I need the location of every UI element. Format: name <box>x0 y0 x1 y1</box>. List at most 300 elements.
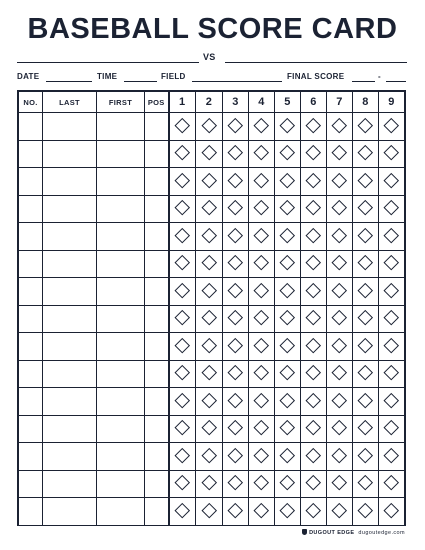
inning-cell[interactable] <box>327 360 353 388</box>
inning-cell[interactable] <box>327 195 353 223</box>
inning-cell[interactable] <box>196 498 223 526</box>
last-name-cell[interactable] <box>43 388 97 416</box>
inning-cell[interactable] <box>275 333 301 361</box>
diamond-icon <box>175 118 190 133</box>
inning-cell[interactable] <box>249 415 275 443</box>
final-score-label: FINAL SCORE <box>287 72 345 81</box>
away-score-line[interactable] <box>386 81 406 82</box>
inning-cell[interactable] <box>379 443 405 471</box>
inning-cell[interactable] <box>249 250 275 278</box>
inning-cell[interactable] <box>249 223 275 251</box>
diamond-icon <box>358 118 373 133</box>
inning-cell[interactable] <box>223 360 249 388</box>
inning-cell[interactable] <box>353 333 379 361</box>
inning-cell[interactable] <box>169 498 196 526</box>
position-cell[interactable] <box>145 113 169 141</box>
last-name-cell[interactable] <box>43 305 97 333</box>
inning-cell[interactable] <box>249 195 275 223</box>
player-row <box>19 250 405 278</box>
inning-cell[interactable] <box>223 140 249 168</box>
diamond-icon <box>358 255 373 270</box>
inning-cell[interactable] <box>196 415 223 443</box>
diamond-icon <box>280 365 295 380</box>
inning-cell[interactable] <box>301 278 327 306</box>
position-cell[interactable] <box>145 223 169 251</box>
inning-cell[interactable] <box>301 195 327 223</box>
diamond-icon <box>280 200 295 215</box>
inning-cell[interactable] <box>249 388 275 416</box>
inning-cell[interactable] <box>223 470 249 498</box>
last-name-cell[interactable] <box>43 113 97 141</box>
inning-cell[interactable] <box>196 168 223 196</box>
inning-cell[interactable] <box>169 443 196 471</box>
inning-cell[interactable] <box>249 498 275 526</box>
diamond-icon <box>254 475 269 490</box>
diamond-icon <box>306 503 321 518</box>
inning-cell[interactable] <box>327 113 353 141</box>
diamond-icon <box>306 420 321 435</box>
diamond-icon <box>384 173 399 188</box>
last-name-cell[interactable] <box>43 168 97 196</box>
inning-cell[interactable] <box>223 195 249 223</box>
inning-cell[interactable] <box>301 443 327 471</box>
diamond-icon <box>384 420 399 435</box>
number-cell[interactable] <box>19 168 43 196</box>
player-row <box>19 195 405 223</box>
col-header-first: FIRST <box>97 92 145 113</box>
last-name-cell[interactable] <box>43 470 97 498</box>
inning-cell[interactable] <box>301 250 327 278</box>
diamond-icon <box>202 393 217 408</box>
player-row <box>19 415 405 443</box>
inning-cell[interactable] <box>169 470 196 498</box>
inning-cell[interactable] <box>169 278 196 306</box>
brand-name: DUGOUT EDGE <box>309 530 355 536</box>
inning-cell[interactable] <box>353 250 379 278</box>
inning-cell[interactable] <box>301 113 327 141</box>
diamond-icon <box>202 228 217 243</box>
diamond-icon <box>332 228 347 243</box>
diamond-icon <box>280 338 295 353</box>
inning-cell[interactable] <box>223 223 249 251</box>
inning-cell[interactable] <box>353 278 379 306</box>
inning-header-2: 2 <box>196 92 223 113</box>
diamond-icon <box>202 200 217 215</box>
player-row <box>19 360 405 388</box>
inning-cell[interactable] <box>196 195 223 223</box>
first-name-cell[interactable] <box>97 443 145 471</box>
home-score-line[interactable] <box>352 81 375 82</box>
inning-cell[interactable] <box>353 140 379 168</box>
inning-cell[interactable] <box>249 470 275 498</box>
inning-cell[interactable] <box>379 360 405 388</box>
number-cell[interactable] <box>19 333 43 361</box>
inning-cell[interactable] <box>223 415 249 443</box>
inning-cell[interactable] <box>275 168 301 196</box>
inning-cell[interactable] <box>169 195 196 223</box>
number-cell[interactable] <box>19 415 43 443</box>
diamond-icon <box>280 310 295 325</box>
inning-cell[interactable] <box>196 140 223 168</box>
inning-cell[interactable] <box>275 388 301 416</box>
inning-cell[interactable] <box>327 305 353 333</box>
inning-cell[interactable] <box>169 113 196 141</box>
inning-cell[interactable] <box>327 168 353 196</box>
field-line[interactable] <box>192 81 282 82</box>
diamond-icon <box>306 283 321 298</box>
number-cell[interactable] <box>19 223 43 251</box>
inning-cell[interactable] <box>223 250 249 278</box>
inning-cell[interactable] <box>169 305 196 333</box>
inning-cell[interactable] <box>353 498 379 526</box>
inning-cell[interactable] <box>196 278 223 306</box>
position-cell[interactable] <box>145 360 169 388</box>
inning-cell[interactable] <box>223 278 249 306</box>
inning-cell[interactable] <box>353 360 379 388</box>
position-cell[interactable] <box>145 305 169 333</box>
inning-cell[interactable] <box>301 360 327 388</box>
inning-header-7: 7 <box>327 92 353 113</box>
number-cell[interactable] <box>19 443 43 471</box>
inning-cell[interactable] <box>379 333 405 361</box>
diamond-icon <box>384 475 399 490</box>
inning-cell[interactable] <box>327 140 353 168</box>
diamond-icon <box>175 173 190 188</box>
diamond-icon <box>254 228 269 243</box>
inning-cell[interactable] <box>196 223 223 251</box>
diamond-icon <box>306 145 321 160</box>
inning-cell[interactable] <box>301 388 327 416</box>
first-name-cell[interactable] <box>97 113 145 141</box>
inning-cell[interactable] <box>379 195 405 223</box>
inning-cell[interactable] <box>196 305 223 333</box>
inning-cell[interactable] <box>275 470 301 498</box>
diamond-icon <box>384 503 399 518</box>
inning-cell[interactable] <box>275 360 301 388</box>
first-name-cell[interactable] <box>97 360 145 388</box>
diamond-icon <box>332 338 347 353</box>
col-header-last: LAST <box>43 92 97 113</box>
first-name-cell[interactable] <box>97 415 145 443</box>
diamond-icon <box>306 118 321 133</box>
number-cell[interactable] <box>19 470 43 498</box>
inning-cell[interactable] <box>249 278 275 306</box>
number-cell[interactable] <box>19 195 43 223</box>
position-cell[interactable] <box>145 470 169 498</box>
inning-cell[interactable] <box>275 195 301 223</box>
inning-cell[interactable] <box>223 305 249 333</box>
inning-cell[interactable] <box>301 415 327 443</box>
position-cell[interactable] <box>145 443 169 471</box>
inning-cell[interactable] <box>196 443 223 471</box>
inning-cell[interactable] <box>353 195 379 223</box>
position-cell[interactable] <box>145 278 169 306</box>
diamond-icon <box>254 255 269 270</box>
number-cell[interactable] <box>19 305 43 333</box>
inning-cell[interactable] <box>327 278 353 306</box>
diamond-icon <box>280 228 295 243</box>
inning-cell[interactable] <box>301 333 327 361</box>
diamond-icon <box>254 118 269 133</box>
first-name-cell[interactable] <box>97 305 145 333</box>
position-cell[interactable] <box>145 140 169 168</box>
diamond-icon <box>384 310 399 325</box>
inning-cell[interactable] <box>249 305 275 333</box>
inning-cell[interactable] <box>169 388 196 416</box>
last-name-cell[interactable] <box>43 415 97 443</box>
inning-cell[interactable] <box>327 388 353 416</box>
first-name-cell[interactable] <box>97 223 145 251</box>
inning-cell[interactable] <box>301 140 327 168</box>
diamond-icon <box>384 393 399 408</box>
inning-header-4: 4 <box>249 92 275 113</box>
diamond-icon <box>228 338 243 353</box>
home-team-line[interactable] <box>17 62 199 63</box>
first-name-cell[interactable] <box>97 333 145 361</box>
inning-cell[interactable] <box>353 168 379 196</box>
inning-cell[interactable] <box>379 140 405 168</box>
inning-cell[interactable] <box>275 140 301 168</box>
inning-cell[interactable] <box>379 223 405 251</box>
last-name-cell[interactable] <box>43 360 97 388</box>
position-cell[interactable] <box>145 195 169 223</box>
player-row <box>19 333 405 361</box>
inning-cell[interactable] <box>353 305 379 333</box>
inning-cell[interactable] <box>353 470 379 498</box>
inning-cell[interactable] <box>275 305 301 333</box>
position-cell[interactable] <box>145 388 169 416</box>
first-name-cell[interactable] <box>97 388 145 416</box>
diamond-icon <box>175 283 190 298</box>
position-cell[interactable] <box>145 168 169 196</box>
number-cell[interactable] <box>19 360 43 388</box>
diamond-icon <box>384 145 399 160</box>
diamond-icon <box>306 255 321 270</box>
diamond-icon <box>254 173 269 188</box>
inning-cell[interactable] <box>353 443 379 471</box>
first-name-cell[interactable] <box>97 278 145 306</box>
inning-cell[interactable] <box>353 113 379 141</box>
player-row <box>19 140 405 168</box>
inning-cell[interactable] <box>249 360 275 388</box>
diamond-icon <box>175 310 190 325</box>
diamond-icon <box>384 283 399 298</box>
inning-cell[interactable] <box>169 250 196 278</box>
diamond-icon <box>175 145 190 160</box>
diamond-icon <box>254 365 269 380</box>
inning-header-3: 3 <box>223 92 249 113</box>
inning-cell[interactable] <box>169 168 196 196</box>
inning-cell[interactable] <box>249 168 275 196</box>
inning-cell[interactable] <box>196 388 223 416</box>
inning-cell[interactable] <box>196 250 223 278</box>
diamond-icon <box>332 200 347 215</box>
last-name-cell[interactable] <box>43 498 97 526</box>
diamond-icon <box>175 448 190 463</box>
inning-cell[interactable] <box>301 168 327 196</box>
diamond-icon <box>358 420 373 435</box>
inning-cell[interactable] <box>275 443 301 471</box>
diamond-icon <box>332 310 347 325</box>
inning-cell[interactable] <box>379 388 405 416</box>
inning-cell[interactable] <box>249 333 275 361</box>
inning-cell[interactable] <box>196 333 223 361</box>
inning-cell[interactable] <box>169 140 196 168</box>
inning-cell[interactable] <box>379 168 405 196</box>
diamond-icon <box>228 475 243 490</box>
scoring-grid <box>17 90 406 526</box>
diamond-icon <box>254 420 269 435</box>
position-cell[interactable] <box>145 250 169 278</box>
diamond-icon <box>254 145 269 160</box>
inning-cell[interactable] <box>353 415 379 443</box>
diamond-icon <box>332 420 347 435</box>
inning-cell[interactable] <box>353 223 379 251</box>
inning-cell[interactable] <box>169 415 196 443</box>
player-row <box>19 305 405 333</box>
diamond-icon <box>280 420 295 435</box>
diamond-icon <box>202 338 217 353</box>
last-name-cell[interactable] <box>43 333 97 361</box>
scoring-table <box>18 91 405 526</box>
inning-cell[interactable] <box>223 113 249 141</box>
inning-cell[interactable] <box>249 113 275 141</box>
inning-cell[interactable] <box>327 470 353 498</box>
diamond-icon <box>280 503 295 518</box>
number-cell[interactable] <box>19 250 43 278</box>
inning-cell[interactable] <box>327 498 353 526</box>
inning-cell[interactable] <box>223 168 249 196</box>
diamond-icon <box>228 448 243 463</box>
date-line[interactable] <box>46 81 92 82</box>
first-name-cell[interactable] <box>97 498 145 526</box>
inning-cell[interactable] <box>379 470 405 498</box>
inning-cell[interactable] <box>196 360 223 388</box>
inning-cell[interactable] <box>196 470 223 498</box>
away-team-line[interactable] <box>225 62 407 63</box>
last-name-cell[interactable] <box>43 250 97 278</box>
inning-cell[interactable] <box>301 498 327 526</box>
number-cell[interactable] <box>19 140 43 168</box>
first-name-cell[interactable] <box>97 250 145 278</box>
inning-cell[interactable] <box>379 498 405 526</box>
inning-cell[interactable] <box>169 360 196 388</box>
diamond-icon <box>228 365 243 380</box>
last-name-cell[interactable] <box>43 443 97 471</box>
first-name-cell[interactable] <box>97 140 145 168</box>
diamond-icon <box>228 503 243 518</box>
col-header-pos: POS <box>145 92 169 113</box>
diamond-icon <box>228 393 243 408</box>
last-name-cell[interactable] <box>43 195 97 223</box>
diamond-icon <box>280 255 295 270</box>
diamond-icon <box>384 228 399 243</box>
diamond-icon <box>202 420 217 435</box>
number-cell[interactable] <box>19 498 43 526</box>
diamond-icon <box>384 118 399 133</box>
inning-cell[interactable] <box>169 223 196 251</box>
inning-header-8: 8 <box>353 92 379 113</box>
inning-cell[interactable] <box>249 443 275 471</box>
diamond-icon <box>202 283 217 298</box>
inning-cell[interactable] <box>379 250 405 278</box>
diamond-icon <box>358 200 373 215</box>
inning-cell[interactable] <box>379 278 405 306</box>
inning-cell[interactable] <box>301 470 327 498</box>
inning-cell[interactable] <box>301 223 327 251</box>
position-cell[interactable] <box>145 498 169 526</box>
position-cell[interactable] <box>145 415 169 443</box>
diamond-icon <box>306 338 321 353</box>
time-line[interactable] <box>124 81 157 82</box>
inning-cell[interactable] <box>275 415 301 443</box>
position-cell[interactable] <box>145 333 169 361</box>
inning-cell[interactable] <box>327 250 353 278</box>
inning-cell[interactable] <box>327 415 353 443</box>
inning-cell[interactable] <box>275 113 301 141</box>
diamond-icon <box>306 475 321 490</box>
inning-cell[interactable] <box>223 443 249 471</box>
first-name-cell[interactable] <box>97 470 145 498</box>
inning-cell[interactable] <box>275 278 301 306</box>
inning-cell[interactable] <box>379 415 405 443</box>
inning-cell[interactable] <box>223 388 249 416</box>
inning-cell[interactable] <box>169 333 196 361</box>
diamond-icon <box>228 420 243 435</box>
inning-cell[interactable] <box>327 333 353 361</box>
diamond-icon <box>175 338 190 353</box>
inning-cell[interactable] <box>249 140 275 168</box>
diamond-icon <box>332 448 347 463</box>
first-name-cell[interactable] <box>97 195 145 223</box>
diamond-icon <box>175 365 190 380</box>
diamond-icon <box>254 283 269 298</box>
inning-cell[interactable] <box>223 498 249 526</box>
diamond-icon <box>228 283 243 298</box>
number-cell[interactable] <box>19 278 43 306</box>
diamond-icon <box>332 145 347 160</box>
inning-cell[interactable] <box>379 113 405 141</box>
diamond-icon <box>175 503 190 518</box>
inning-header-5: 5 <box>275 92 301 113</box>
inning-cell[interactable] <box>327 443 353 471</box>
diamond-icon <box>202 118 217 133</box>
last-name-cell[interactable] <box>43 223 97 251</box>
score-separator: - <box>378 72 381 81</box>
inning-cell[interactable] <box>223 333 249 361</box>
diamond-icon <box>358 365 373 380</box>
inning-cell[interactable] <box>275 250 301 278</box>
inning-cell[interactable] <box>196 113 223 141</box>
inning-cell[interactable] <box>275 498 301 526</box>
inning-cell[interactable] <box>301 305 327 333</box>
diamond-icon <box>254 200 269 215</box>
inning-cell[interactable] <box>379 305 405 333</box>
brand-url[interactable]: dugoutedge.com <box>358 530 405 536</box>
inning-cell[interactable] <box>353 388 379 416</box>
number-cell[interactable] <box>19 388 43 416</box>
col-header-no: NO. <box>19 92 43 113</box>
last-name-cell[interactable] <box>43 140 97 168</box>
last-name-cell[interactable] <box>43 278 97 306</box>
diamond-icon <box>280 283 295 298</box>
number-cell[interactable] <box>19 113 43 141</box>
diamond-icon <box>358 228 373 243</box>
inning-cell[interactable] <box>327 223 353 251</box>
diamond-icon <box>306 200 321 215</box>
inning-cell[interactable] <box>275 223 301 251</box>
first-name-cell[interactable] <box>97 168 145 196</box>
